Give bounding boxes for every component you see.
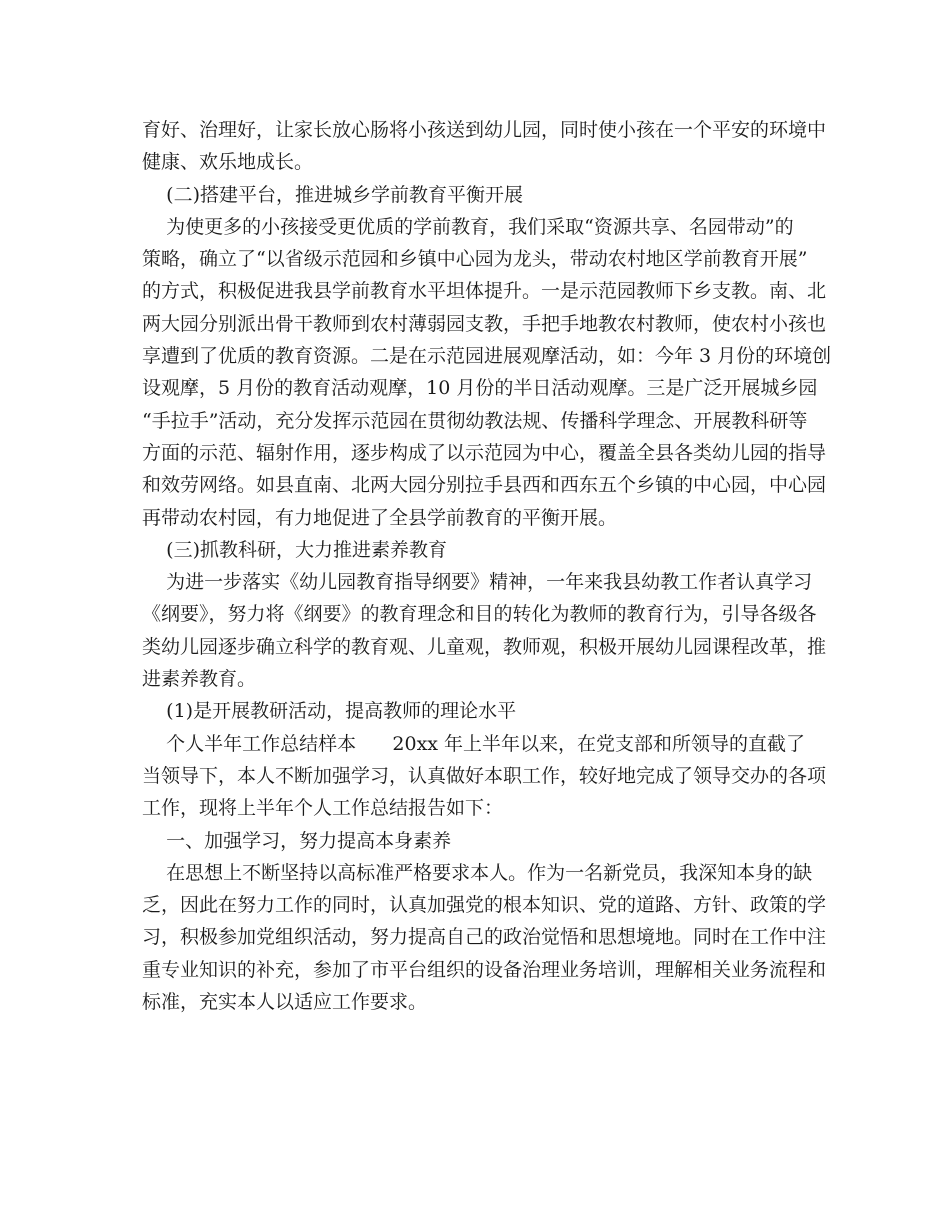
text-line: 策略，确立了“以省级示范园和乡镇中心园为龙头，带动农村地区学前教育开展”	[142, 248, 808, 271]
text-line: 进素养教育。	[142, 668, 257, 691]
text-line: 健康、欢乐地成长。	[142, 151, 314, 174]
text-line: 两大园分别派出骨干教师到农村薄弱园支教，手把手地教农村教师，使农村小孩也	[142, 312, 827, 335]
text-line: 设观摩，5 月份的教育活动观摩，10 月份的半日活动观摩。三是广泛开展城乡园	[142, 377, 818, 400]
text-line: 育好、治理好，让家长放心肠将小孩送到幼儿园，同时使小孩在一个平安的环境中	[142, 119, 827, 141]
document-body	[142, 114, 832, 1018]
text-line: 的方式，积极促进我县学前教育水平坦体提升。一是示范园教师下乡支教。南、北	[142, 280, 827, 303]
text-line: 习，积极参加党组织活动，努力提高自己的政治觉悟和思想境地。同时在工作中注	[142, 926, 827, 949]
text-line: 个人半年工作总结样本 20xx 年上半年以来，在党支部和所领导的直截了	[142, 732, 806, 755]
text-line: 乏，因此在努力工作的同时，认真加强党的根本知识、党的道路、方针、政策的学	[142, 894, 827, 917]
text-line: 方面的示范、辐射作用，逐步构成了以示范园为中心，覆盖全县各类幼儿园的指导	[142, 441, 827, 464]
text-line: 为进一步落实《幼儿园教育指导纲要》精神，一年来我县幼教工作者认真学习	[142, 571, 813, 594]
text-line: 再带动农村园，有力地促进了全县学前教育的平衡开展。	[142, 506, 618, 529]
text-line: “手拉手”活动，充分发挥示范园在贯彻幼教法规、传播科学理念、开展教科研等	[142, 409, 808, 432]
text-line: 为使更多的小孩接受更优质的学前教育，我们采取“资源共享、名园带动”的	[142, 215, 794, 238]
text-line: 《纲要》，努力将《纲要》的教育理念和目的转化为教师的教育行为，引导各级各	[142, 603, 817, 626]
section-heading: (三)抓教科研，大力推进素养教育	[142, 538, 447, 561]
text-line: 当领导下，本人不断加强学习，认真做好本职工作，较好地完成了领导交办的各项	[142, 764, 827, 787]
text-line: 标准，充实本人以适应工作要求。	[142, 991, 428, 1014]
text-line: 工作，现将上半年个人工作总结报告如下：	[142, 797, 504, 820]
section-heading: (二)搭建平台，推进城乡学前教育平衡开展	[142, 183, 523, 206]
text-line: 和效劳网络。如县直南、北两大园分别拉手县西和西东五个乡镇的中心园，中心园	[142, 474, 827, 497]
text-line: 重专业知识的补充，参加了市平台组织的设备治理业务培训，理解相关业务流程和	[142, 958, 827, 981]
text-line: 类幼儿园逐步确立科学的教育观、儿童观，教师观，积极开展幼儿园课程改革，推	[142, 635, 827, 658]
section-heading: 一、加强学习，努力提高本身素养	[142, 829, 452, 852]
text-line: 在思想上不断坚持以高标准严格要求本人。作为一名新党员，我深知本身的缺	[142, 861, 813, 884]
section-heading: (1)是开展教研活动，提高教师的理论水平	[142, 700, 517, 723]
text-line: 享遭到了优质的教育资源。二是在示范园进展观摩活动，如：今年 3 月份的环境创	[142, 345, 832, 368]
